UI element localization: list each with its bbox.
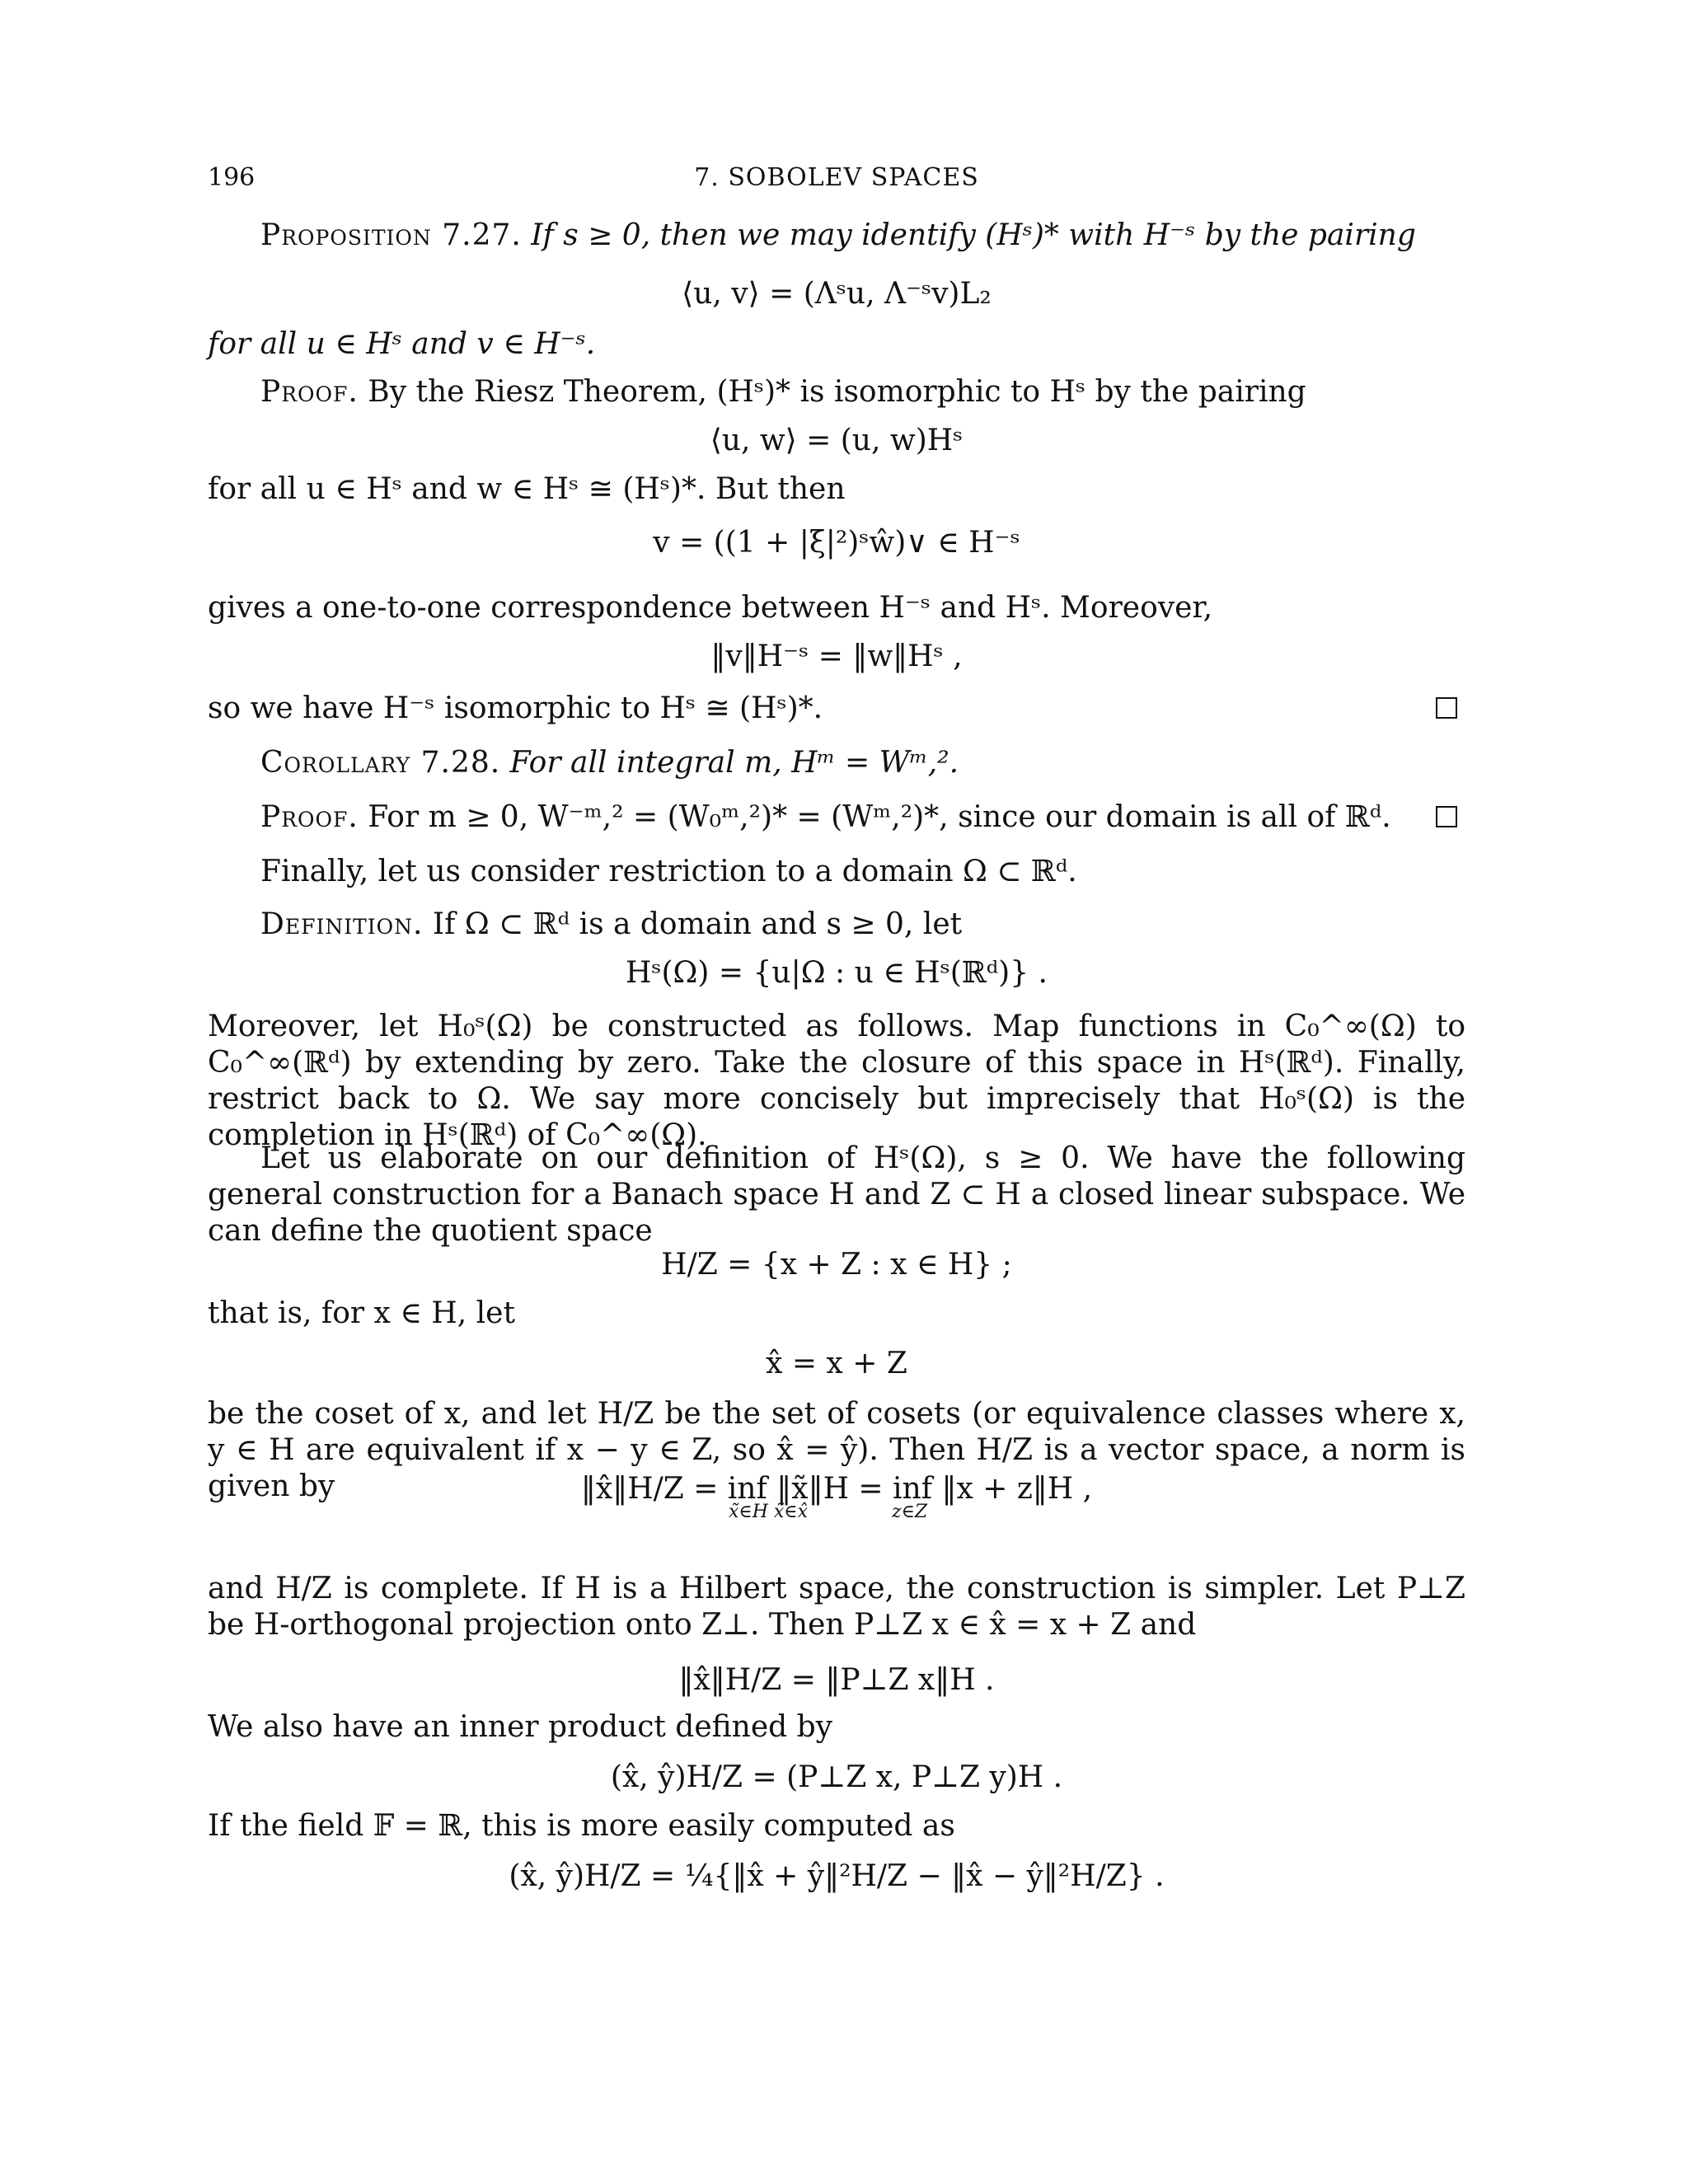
proof-riesz	[208, 374, 1465, 410]
inner-product-equation: (x̂, ŷ)H/Z = (P⊥Z x, P⊥Z y)H .	[610, 1760, 1063, 1794]
proof-conclusion: so we have H⁻ˢ isomorphic to Hˢ ≅ (Hˢ)*.	[208, 691, 823, 725]
corollary-statement	[208, 745, 1465, 781]
quotient-space-equation: H/Z = {x + Z : x ∈ H} ;	[661, 1248, 1012, 1282]
inf-subscript-1: x̃∈H x̃∈x̂	[729, 1502, 808, 1522]
definition-label: Definition.	[260, 907, 424, 941]
coset-intro: that is, for x ∈ H, let	[208, 1296, 515, 1330]
coset-paragraph: be the coset of x, and let H/Z be the set of cosets (or equivalence classes where x, y ∈ H are equivalent if x − y ∈ Z, so x̂ = ŷ). Then H/Z is a vector space, a norm is given by	[208, 1397, 1465, 1503]
restriction-sentence: Finally, let us consider restriction to a domain Ω ⊂ ℝᵈ.	[260, 855, 1077, 888]
hilbert-paragraph: and H/Z is complete. If H is a Hilbert space, the construction is simpler. Let P⊥Z be H-orthogonal projection onto Z⊥. Then P⊥Z x ∈ x̂ = x + Z and	[208, 1572, 1465, 1642]
definition-text: If Ω ⊂ ℝᵈ is a domain and s ≥ 0, let	[432, 907, 963, 941]
polarization-equation: (x̂, ŷ)H/Z = ¼{‖x̂ + ŷ‖²H/Z − ‖x̂ − ŷ‖²H/Z} .	[509, 1859, 1165, 1893]
corollary-label: Corollary 7.28.	[260, 746, 501, 780]
inf-subscript-2: z∈Z	[892, 1502, 928, 1522]
projection-norm-equation: ‖x̂‖H/Z = ‖P⊥Z x‖H .	[678, 1663, 995, 1697]
restriction-space-equation: Hˢ(Ω) = {u|Ω : u ∈ Hˢ(ℝᵈ)} .	[625, 956, 1048, 990]
real-field-intro: If the field 𝔽 = ℝ, this is more easily computed as	[208, 1809, 955, 1843]
riesz-pairing-equation: ⟨u, w⟩ = (u, w)Hˢ	[710, 424, 964, 457]
corollary-text: For all integral m, Hᵐ = Wᵐ,².	[509, 746, 959, 780]
definition-statement	[208, 907, 1465, 943]
proof-corollary	[208, 799, 1465, 836]
page-number: 196	[208, 163, 256, 192]
proposition-label: Proposition 7.27.	[260, 218, 522, 252]
inner-product-intro: We also have an inner product defined by	[208, 1710, 833, 1744]
proof-label: Proof.	[260, 375, 359, 409]
norm-equality-equation: ‖v‖H⁻ˢ = ‖w‖Hˢ ,	[710, 640, 963, 673]
proposition-statement-end: for all u ∈ Hˢ and v ∈ H⁻ˢ.	[208, 327, 596, 361]
quotient-norm-formula: ‖x̂‖H/Z = inf ‖x̃‖H = inf ‖x + z‖H ,	[580, 1472, 1093, 1506]
completion-paragraph: Moreover, let H₀ˢ(Ω) be constructed as follows. Map functions in C₀^∞(Ω) to C₀^∞(ℝᵈ) by extending by zero. Take the closure of this space in Hˢ(ℝᵈ). Finally, restrict back to Ω. We say more concisely but imprecisely that H₀ˢ(Ω) is the completion in Hˢ(ℝᵈ) of C₀^∞(Ω).	[208, 1010, 1465, 1152]
proposition-statement	[208, 218, 1465, 254]
fourier-inverse-equation: v = ((1 + |ξ|²)ˢŵ)∨ ∈ H⁻ˢ	[653, 526, 1020, 560]
pairing-equation: ⟨u, v⟩ = (Λˢu, Λ⁻ˢv)L₂	[682, 277, 992, 311]
proof-text: By the Riesz Theorem, (Hˢ)* is isomorphic to Hˢ by the pairing	[368, 375, 1306, 409]
proof-label: Proof.	[260, 800, 359, 834]
coset-equation: x̂ = x + Z	[766, 1347, 907, 1380]
proof-text-line: gives a one-to-one correspondence between H⁻ˢ and Hˢ. Moreover,	[208, 591, 1213, 625]
proof-text-line: for all u ∈ Hˢ and w ∈ Hˢ ≅ (Hˢ)*. But then	[208, 472, 846, 506]
quotient-norm-equation	[208, 1470, 1465, 1522]
quotient-paragraph: Let us elaborate on our definition of Hˢ(Ω), s ≥ 0. We have the following general construction for a Banach space H and Z ⊂ H a closed linear subspace. We can define the quotient space	[208, 1141, 1465, 1248]
qed-symbol	[1436, 806, 1457, 827]
running-header: 7. SOBOLEV SPACES	[694, 163, 979, 192]
proof-text: For m ≥ 0, W⁻ᵐ,² = (W₀ᵐ,²)* = (Wᵐ,²)*, since our domain is all of ℝᵈ.	[368, 800, 1391, 834]
proposition-text: If s ≥ 0, then we may identify (Hˢ)* with H⁻ˢ by the pairing	[531, 218, 1416, 252]
qed-symbol	[1436, 697, 1457, 719]
